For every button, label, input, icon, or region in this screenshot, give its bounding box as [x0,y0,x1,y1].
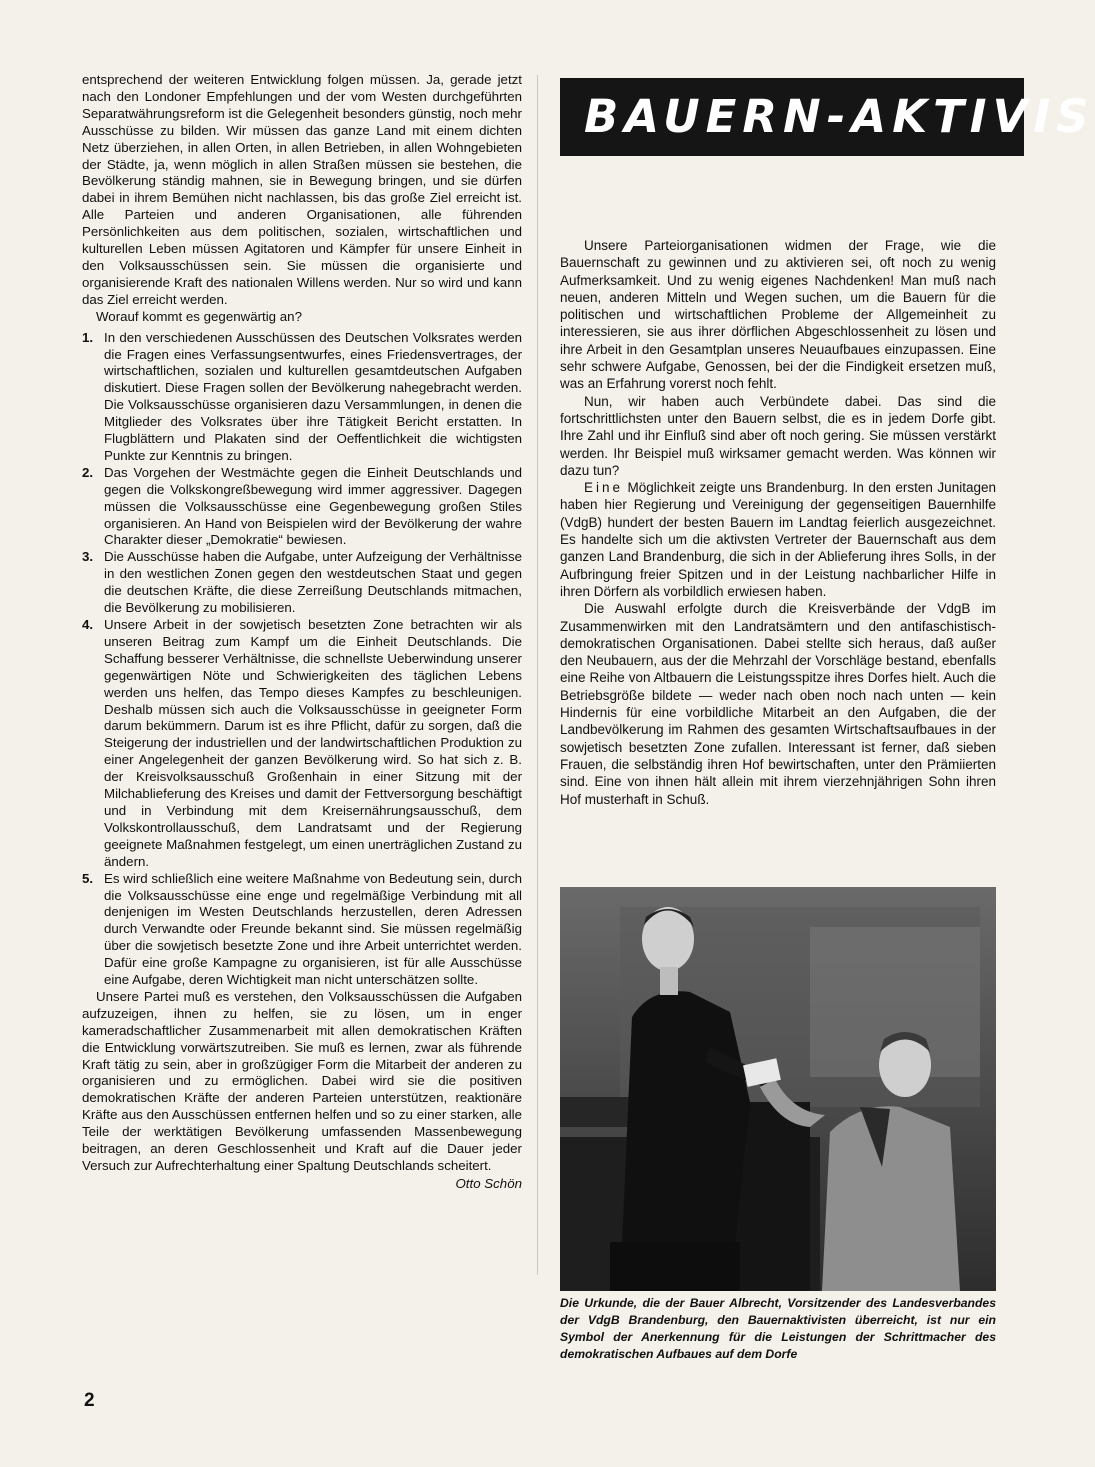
article-right-column [560,237,996,808]
column-divider [537,75,538,1275]
press-photo [560,887,996,1291]
award-ceremony-photo [560,887,996,1291]
question-paragraph: Worauf kommt es gegenwärtig an? [96,308,302,324]
author-signature: Otto Schön [455,1175,522,1191]
headline-banner [560,78,1095,156]
list-item: 3. Die Ausschüsse haben die Aufgabe, unter Aufzeigung der Verhältnisse in den westlichen Zonen gegen den westdeutschen Staat und gegen die deutschen Kräfte, die diese Zerreißung Deutschlands mitmachen, die Bevölkerung zu mobilisieren. [82,549,522,616]
list-item: 4. Unsere Arbeit in der sowjetisch besetzten Zone betrachten wir als unseren Beitrag zum Kampf um die Einheit Deutschlands. Die Schaffung besserer Verhältnisse, die schnellste Ueberwindung unserer gegenwärtigen Nöte und Schwierigkeiten des täglichen Lebens werden uns helfen, das Tempo dieses Kampfes zu beschleunigen. Deshalb müssen sich auch die Volksausschüsse in geeigneter Form darum bekümmern. Darum ist es ihre Pflicht, dafür zu sorgen, daß die Steigerung der industriellen und der landwirtschaftlichen Produktion zu einer Angelegenheit der ganzen Bevölkerung wird. So hat sich z. B. der Kreisvolksausschuß Großenhain in einer Sitzung mit der Milchablieferung des Kreises und damit der Fettversorgung beschäftigt und in Verbindung mit dem Kreisernährungsausschuß, dem Volkskontrollausschuß, dem Landratsamt und der Regierung geeignete Maßnahmen festgelegt, um einen unerträglichen Zustand zu ändern. [82,617,522,869]
list-item: 5. Es wird schließlich eine weitere Maßnahme von Bedeutung sein, durch die Volksausschüsse eine enge und regelmäßige Verbindung mit all denjenigen im Westen Deutschlands herzustellen, deren Adressen durch Verwandte oder Freunde bekannt sind. Sie müssen regelmäßig über die sowjetisch besetzte Zone und ihre Arbeit unterrichtet werden. Dafür eine große Kampagne zu organisieren, ist für alle Ausschüsse eine Aufgabe, deren Wichtigkeit man nicht unterschätzen sollte. [82,870,522,988]
headline-text: BAUERN-AKTIVIS [584,90,1095,143]
list-item: 2. Das Vorgehen der Westmächte gegen die Einheit Deutschlands und gegen die Volkskongreßbewegung wird immer aggressiver. Dagegen müssen die Volksausschüsse eine Gegenbewegung großen Stiles organisieren. An Hand von Beispielen wird der Bevölkerung der wahre Charakter dieser „Demokratie“ bewiesen. [82,464,522,548]
closing-paragraph: Unsere Partei muß es verstehen, den Volksausschüssen die Aufgaben aufzuzeigen, ihnen zu helfen, sie zu lösen, um in enger kameradschaftlicher Zusammenarbeit mit allen demokratischen Kräften die Entwicklung vorwärtszutreiben. Sie muß es lernen, zwar als führende Kraft tätig zu sein, aber in großzügiger Form die Mitarbeit der anderen zu organisieren und zu ermöglichen. Dabei wird sie die positiven demokratischen Kräfte der anderen Parteien unterstützen, reaktionäre Kräfte aus den Ausschüssen entfernen helfen und so zu einer starken, alle Teile der werktätigen Bevölkerung umfassenden Massenbewegung beitragen, an deren Geschlossenheit und Kraft auf die Dauer jeder Versuch zur Aufrechterhaltung einer Spaltung Deutschlands scheitert. [82,988,522,1173]
article-left-column [82,72,522,1193]
right-paragraph-4: Die Auswahl erfolgte durch die Kreisverbände der VdgB im Zusammenwirken mit den Landratsämtern und den antifaschistisch-demokratischen Organisationen. Dabei stellte sich heraus, daß außer den Neubauern, aus der die Mehrzahl der Vorschläge bestand, ebenfalls eine Reihe von Altbauern die Leistungsspitze ihres Dorfes hielt. Auch die Betriebsgröße bildete — weder nach oben noch nach unten — kein Hindernis für eine vorbildliche Mitarbeit an den Aufgaben, die der Landbevölkerung im Rahmen des gesamten Wirtschaftsaufbaues in der sowjetisch besetzten Zone zufallen. Interessant ist ferner, daß sieben Frauen, die selbständig ihren Hof bewirtschaften, unter den Prämiierten sind. Eine von ihnen hält allein mit ihrem vierzehnjährigen Sohn ihren Hof musterhaft in Schuß. [560,601,996,807]
right-paragraph-2: Nun, wir haben auch Verbündete dabei. Das sind die fortschrittlichsten unter den Bauern selbst, die es in jedem Dorfe gibt. Ihre Zahl und ihr Einfluß sind aber oft noch gering. Sie müssen verstärkt werden. Ihr Beispiel muß wirksamer gemacht werden. Was können wir dazu tun? [560,393,996,478]
right-paragraph-1: Unsere Parteiorganisationen widmen der Frage, wie die Bauernschaft zu gewinnen und zu aktivieren sei, oft noch zu wenig Aufmerksamkeit. Und zu wenig eigenes Nachdenken! Man muß nach neuen, anderen Mitteln und Wegen suchen, um die Bauern für die politischen und wirtschaftlichen Probleme der Allgemeinheit zu interessieren, sie aus ihrer dörflichen Abgeschlossenheit zu lösen und ihre Arbeit in den Gesamtplan unseres Neuaufbaues einzupassen. Eine sehr schwere Aufgabe, Genossen, bei der die Findigkeit ersetzen muß, was an Erfahrung vorerst noch fehlt. [560,238,996,392]
photo-caption: Die Urkunde, die der Bauer Albrecht, Vorsitzender des Landesverbandes der VdgB Brandenburg, den Bauernaktivisten überreicht, ist nur ein Symbol der Anerkennung für die Leistungen der Schrittmacher des demokratischen Aufbaues auf dem Dorfe [560,1296,996,1361]
intro-paragraph: entsprechend der weiteren Entwicklung folgen müssen. Ja, gerade jetzt nach den Londoner Empfehlungen und der vom Westen durchgeführten Separatwährungsreform ist die Gelegenheit besonders günstig, noch mehr Ausschüsse zu bilden. Wir müssen das ganze Land mit einem dichten Netz überziehen, in allen Orten, in allen Betrieben, in allen Wohngebieten der Städte, ja, wenn möglich in allen Straßen müssen sie bestehen, die Bevölkerung ständig mahnen, sie in Bewegung bringen, und sie dürfen dabei in ihrem Bemühen nicht nachlassen, bis das große Ziel erreicht ist. Alle Parteien und anderen Organisationen, alle führenden Persönlichkeiten aus dem politischen, sozialen, wirtschaftlichen und kulturellen Leben müssen Agitatoren und Kämpfer für unsere Einheit in den Volksausschüssen sein. Sie müssen die organisierte und organisierende Kraft des nationalen Willens werden. Nur so wird und kann das Ziel erreicht werden. [82,72,522,307]
page-number: 2 [84,1390,95,1411]
spaced-lead-word: Eine [584,480,624,496]
numbered-list [82,330,522,989]
right-paragraph-3: Eine Möglichkeit zeigte uns Brandenburg. In den ersten Junitagen haben hier Regierung und Vereinigung der gegenseitigen Bauernhilfe (VdgB) hundert der besten Bauern im Landtag feierlich ausgezeichnet. Es handelte sich um die aktivsten Vertreter der Bauernschaft aus dem ganzen Land Brandenburg, die sich in der Ablieferung ihres Solls, in der Aufbringung freier Spitzen und in der Leistung nachbarlicher Hilfe in ihren Dörfern als vorbildlich erwiesen haben. [560,480,996,599]
list-item: 1. In den verschiedenen Ausschüssen des Deutschen Volksrates werden die Fragen eines Verfassungsentwurfes, eines Friedensvertrages, der wirtschaftlichen, sozialen und kulturellen gesamtdeutschen Aufgaben diskutiert. Diese Fragen sollen der Bevölkerung nahegebracht werden. Die Volksausschüsse organisieren dazu Versammlungen, in denen die Mitglieder des Volksrates über ihre Tätigkeit Bericht erstatten. In Flugblättern und Plakaten sind der Oeffentlichkeit die wichtigsten Punkte zur Kenntnis zu bringen. [82,329,522,463]
